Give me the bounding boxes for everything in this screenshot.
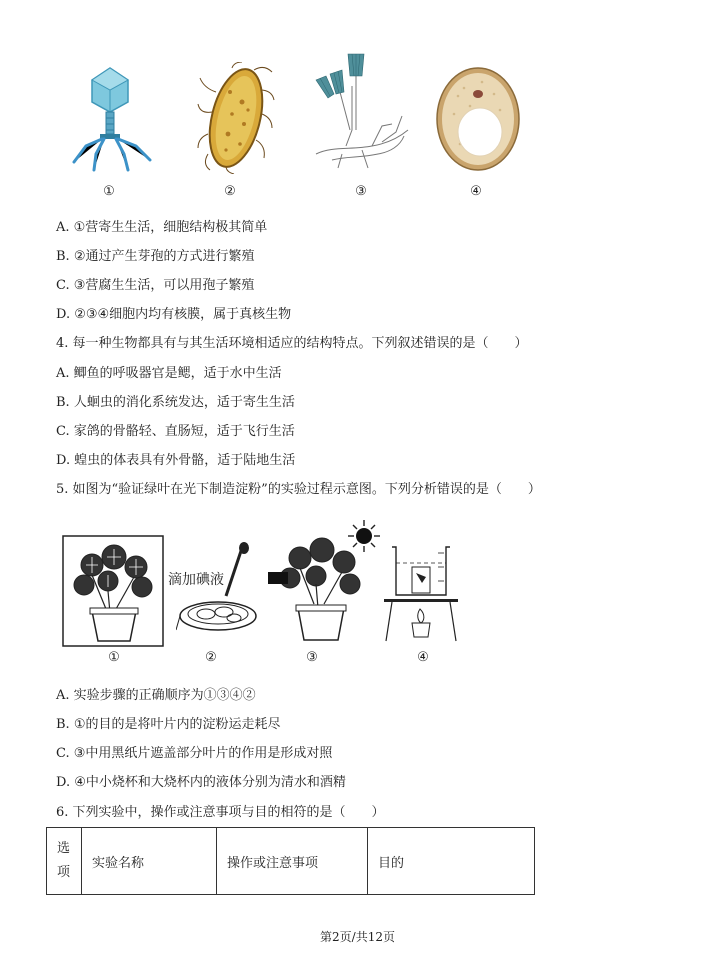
step1-plant-in-dark: [62, 535, 164, 647]
q5-option-c: C. ③中用黑纸片遮盖部分叶片的作用是形成对照: [56, 746, 333, 761]
bacterium-illustration: [196, 62, 276, 174]
header-operation: 操作或注意事项: [217, 828, 368, 895]
header-purpose: 目的: [368, 828, 535, 895]
q6-stem: 6. 下列实验中，操作或注意事项与目的相符的是（ ）: [56, 805, 385, 820]
q4-stem: 4. 每一种生物都具有与其生活环境相适应的结构特点。下列叙述错误的是（ ）: [56, 336, 528, 351]
q4-option-a: A. 鲫鱼的呼吸器官是鳃，适于水中生活: [56, 366, 282, 381]
figure2-label-4: ④: [417, 650, 429, 665]
q5-option-b: B. ①的目的是将叶片内的淀粉运走耗尽: [56, 717, 281, 732]
figure1-label-3: ③: [355, 184, 367, 199]
header-option: 选项: [47, 828, 82, 895]
step3-plant-under-sun: [266, 518, 382, 644]
virus-illustration: [66, 66, 156, 176]
figure2-label-3: ③: [306, 650, 318, 665]
figure1-label-4: ④: [470, 184, 482, 199]
q4-option-c: C. 家鸽的骨骼轻、直肠短，适于飞行生活: [56, 424, 295, 439]
figure2-label-1: ①: [108, 650, 120, 665]
q3-option-c: C. ③营腐生生活，可以用孢子繁殖: [56, 278, 255, 293]
step4-water-bath: [380, 543, 460, 645]
figure1-label-1: ①: [103, 184, 115, 199]
mold-illustration: [312, 50, 412, 172]
header-experiment-name: 实验名称: [82, 828, 217, 895]
q4-option-d: D. 蝗虫的体表具有外骨骼，适于陆地生活: [56, 453, 296, 468]
q6-table: [46, 827, 535, 895]
q3-option-a: A. ①营寄生生活，细胞结构极其简单: [56, 220, 268, 235]
q5-stem: 5. 如图为“验证绿叶在光下制造淀粉”的实验过程示意图。下列分析错误的是（ ）: [56, 482, 541, 497]
q3-option-d: D. ②③④细胞内均有核膜，属于真核生物: [56, 307, 292, 322]
yeast-cell-illustration: [434, 66, 524, 172]
iodine-label: 滴加碘液: [168, 572, 224, 588]
q3-option-b: B. ②通过产生芽孢的方式进行繁殖: [56, 249, 255, 264]
figure2-label-2: ②: [205, 650, 217, 665]
q4-option-b: B. 人蛔虫的消化系统发达，适于寄生生活: [56, 395, 295, 410]
table-header-row: [47, 828, 535, 895]
q5-option-a: A. 实验步骤的正确顺序为①③④②: [56, 688, 256, 703]
page-footer: 第2页/共12页: [320, 930, 395, 944]
figure1-label-2: ②: [224, 184, 236, 199]
q5-option-d: D. ④中小烧杯和大烧杯内的液体分别为清水和酒精: [56, 775, 346, 790]
step2-iodine-dish: [176, 542, 260, 634]
